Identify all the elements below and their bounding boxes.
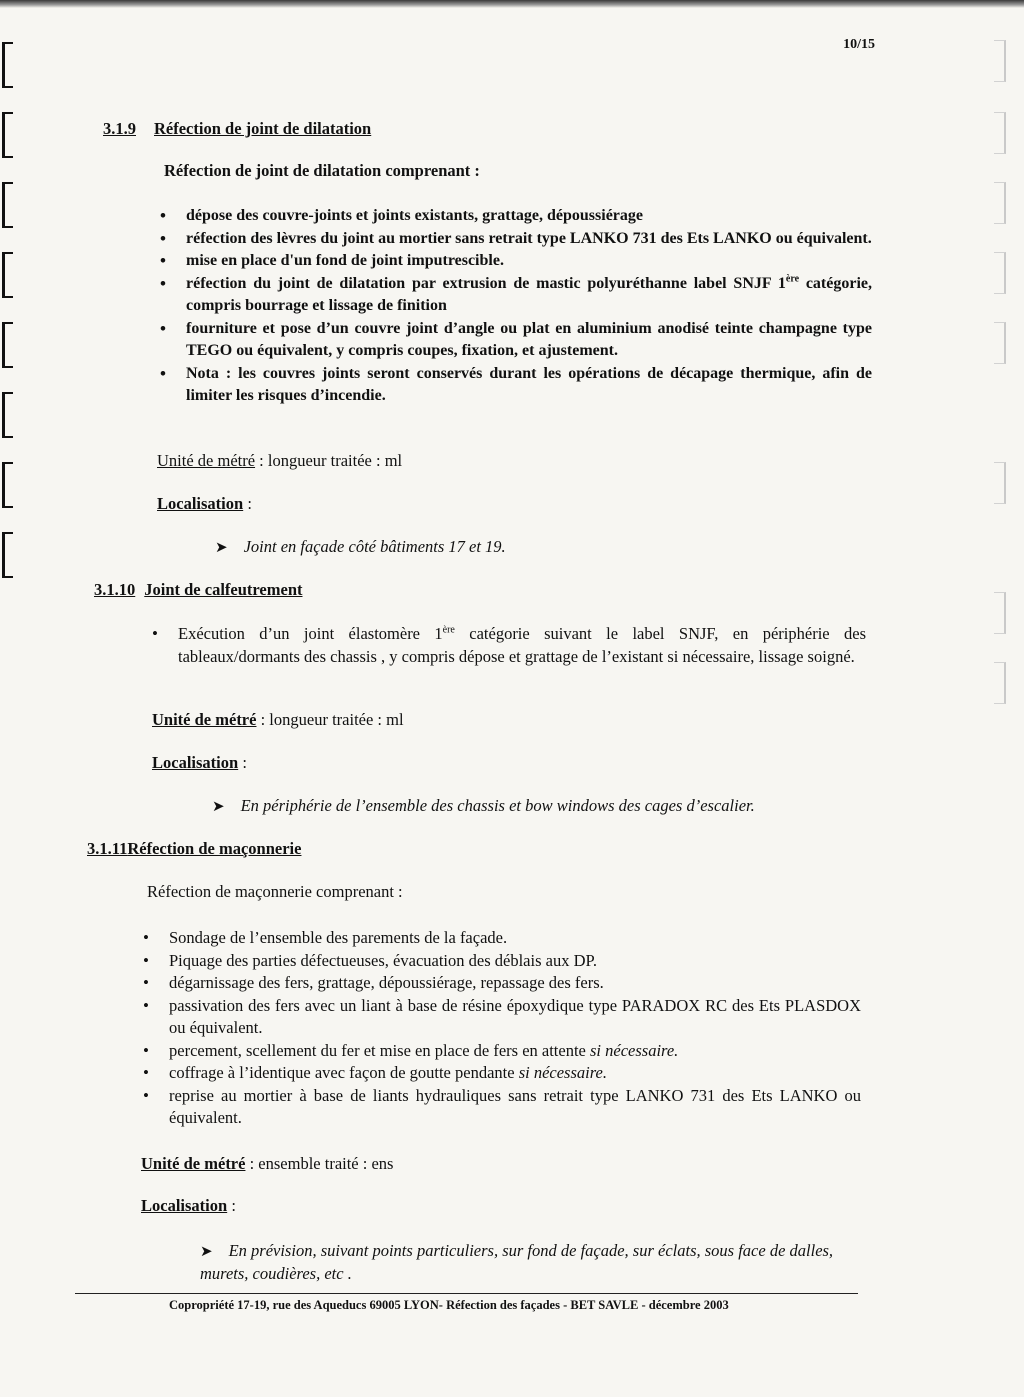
footer-text: Copropriété 17-19, rue des Aqueducs 69005 LYON- Réfection des façades - BET SAVLE - décembre 2003 — [169, 1298, 729, 1312]
list-item: • passivation des fers avec un liant à base de résine époxydique type PARADOX RC des Ets PLASDOX ou équivalent. — [143, 995, 861, 1040]
binder-mark — [2, 462, 13, 508]
localisation — [157, 494, 252, 514]
binder-mark — [2, 322, 13, 368]
section-title: Joint de calfeutrement — [144, 580, 303, 599]
list-item — [143, 1040, 861, 1063]
localisation-label: Localisation — [141, 1196, 228, 1215]
unite-de-metre — [152, 710, 404, 730]
item-list — [143, 927, 861, 1130]
page-number: 10/15 — [843, 37, 875, 52]
localisation-text: En périphérie de l’ensemble des chassis et bow windows des cages d’escalier. — [240, 796, 755, 815]
list-item: • reprise au mortier à base de liants hydrauliques sans retrait type LANKO 731 des Ets LANKO ou équivalent. — [143, 1085, 861, 1130]
list-item: • Nota : les couvres joints seront conservés durant les opérations de décapage thermique, afin de limiter les risques d’incendie. — [160, 363, 872, 408]
localisation — [152, 753, 247, 773]
binder-mark — [2, 392, 13, 438]
unite-label: Unité de métré — [157, 451, 256, 470]
section-title: Réfection de maçonnerie — [127, 839, 302, 858]
binder-mark — [2, 42, 13, 88]
unite-de-metre — [141, 1154, 393, 1174]
scan-mark — [994, 40, 1006, 82]
section-heading-3-1-11 — [87, 839, 301, 859]
section-number: 3.1.10 — [94, 580, 136, 599]
arrow-bullet-icon: ➤ — [212, 799, 225, 815]
arrow-bullet-icon: ➤ — [200, 1244, 213, 1260]
list-item: • Sondage de l’ensemble des parements de la façade. — [143, 927, 861, 950]
list-item: • dépose des couvre-joints et joints existants, grattage, dépoussiérage — [160, 205, 872, 228]
unite-value: : ensemble traité : ens — [245, 1154, 394, 1173]
localisation-item — [215, 537, 506, 557]
footer-rule — [75, 1293, 858, 1294]
localisation-label: Localisation — [157, 494, 244, 513]
section-heading-3-1-10 — [94, 580, 303, 600]
list-item: • mise en place d'un fond de joint imputrescible. — [160, 250, 872, 273]
item-list — [152, 623, 866, 668]
scan-mark — [994, 662, 1006, 704]
list-item — [160, 273, 872, 318]
scan-mark — [994, 462, 1006, 504]
binder-mark — [2, 182, 13, 228]
localisation-label: Localisation — [152, 753, 239, 772]
localisation-item — [200, 1240, 865, 1285]
list-item: • fourniture et pose d’un couvre joint d’angle ou plat en aluminium anodisé teinte champagne type TEGO ou équivalent, y compris coupes, fixation, et ajustement. — [160, 318, 872, 363]
scan-mark — [994, 182, 1006, 224]
list-item: • réfection des lèvres du joint au mortier sans retrait type LANKO 731 des Ets LANKO ou équivalent. — [160, 228, 872, 251]
section-intro: Réfection de joint de dilatation comprenant : — [164, 161, 480, 180]
scan-mark — [994, 592, 1006, 634]
scan-mark — [994, 252, 1006, 294]
arrow-bullet-icon: ➤ — [215, 540, 228, 556]
localisation-suffix: : — [243, 494, 252, 513]
section-intro: Réfection de maçonnerie comprenant : — [147, 882, 403, 901]
scan-mark — [994, 322, 1006, 364]
list-item: • Piquage des parties défectueuses, évacuation des déblais aux DP. — [143, 950, 861, 973]
unite-label: Unité de métré — [141, 1154, 246, 1173]
unite-de-metre — [157, 451, 402, 471]
localisation-item — [212, 796, 755, 816]
section-number: 3.1.9 — [103, 119, 136, 138]
scan-edge — [0, 0, 1024, 8]
section-title: Réfection de joint de dilatation — [154, 119, 372, 138]
section-heading-3-1-9 — [103, 119, 371, 139]
localisation — [141, 1196, 236, 1216]
binder-mark — [2, 252, 13, 298]
localisation-suffix: : — [238, 753, 247, 772]
list-item: • Exécution d’un joint élastomère 1ère catégorie suivant le label SNJF, en périphérie des tableaux/dormants des chassis , y compris dépose et grattage de l’existant si nécessaire, lissage soigné. — [152, 623, 866, 668]
item-text: percement, scellement du fer et mise en place de fers en attente — [169, 1040, 586, 1060]
binder-mark — [2, 532, 13, 578]
localisation-text: En prévision, suivant points particuliers, sur fond de façade, sur éclats, sous face de dalles, murets, coudières, etc . — [200, 1241, 834, 1283]
unite-label: Unité de métré — [152, 710, 257, 729]
item-italic-suffix: si nécessaire. — [514, 1063, 607, 1082]
scan-mark — [994, 112, 1006, 154]
item-list — [160, 205, 872, 408]
binder-mark — [2, 112, 13, 158]
item-text: réfection du joint de dilatation par extrusion de mastic polyuréthanne label SNJF 1ère catégorie, compris bourrage et lissage de finition — [186, 273, 872, 314]
item-italic-suffix: si nécessaire. — [585, 1040, 679, 1060]
section-number: 3.1.11 — [87, 839, 128, 858]
unite-value: : longueur traitée : ml — [255, 451, 403, 470]
item-text: coffrage à l’identique avec façon de goutte pendante — [169, 1063, 515, 1082]
localisation-suffix: : — [227, 1196, 236, 1215]
list-item — [143, 1062, 861, 1085]
unite-value: : longueur traitée : ml — [256, 710, 404, 729]
list-item: • dégarnissage des fers, grattage, dépoussiérage, repassage des fers. — [143, 972, 861, 995]
localisation-text: Joint en façade côté bâtiments 17 et 19. — [243, 537, 506, 556]
